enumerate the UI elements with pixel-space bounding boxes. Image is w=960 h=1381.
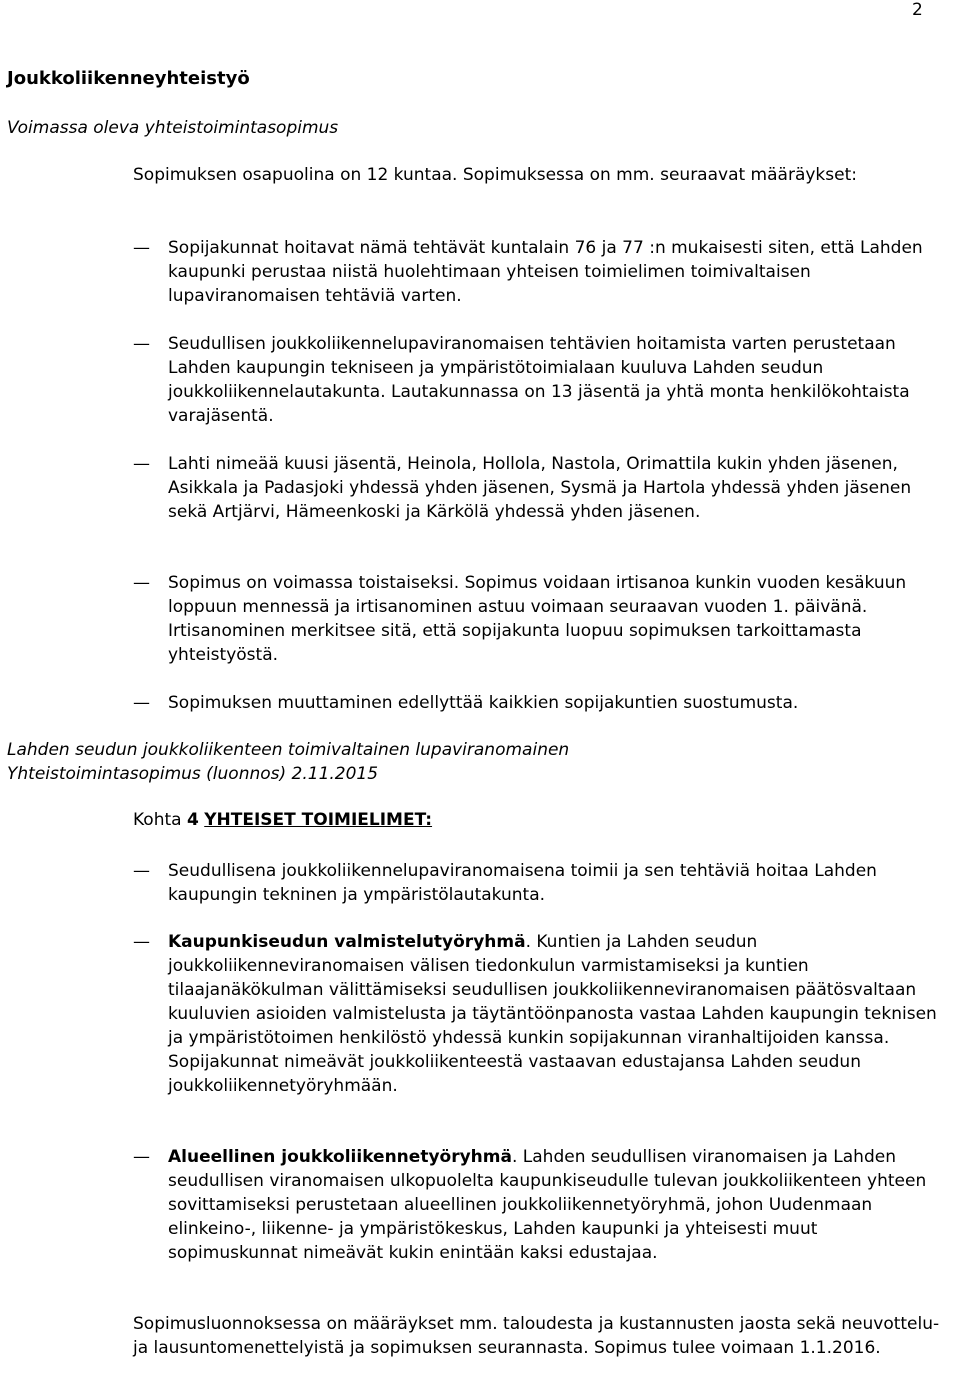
section1-subtitle: Voimassa oleva yhteistoimintasopimus <box>7 118 339 138</box>
dash-icon: — <box>133 861 150 881</box>
dash-icon: — <box>133 454 150 474</box>
list-item-text: Lahti nimeää kuusi jäsentä, Heinola, Hollola, Nastola, Orimattila kukin yhden jäsenen, Asikkala ja Padasjoki yhdessä yhden jäsenen, Sysmä ja Hartola yhdessä yhden jäsenen sekä Artjärvi, Hämeenkoski ja Kärkölä yhdessä yhden jäsenen. <box>168 454 912 522</box>
section1-intro: Sopimuksen osapuolina on 12 kuntaa. Sopimuksessa on mm. seuraavat määräykset: <box>133 165 857 185</box>
dash-icon: — <box>133 932 150 952</box>
list-item <box>133 930 945 1098</box>
list-item-text <box>168 1145 945 1265</box>
list-item <box>133 452 945 524</box>
section2-subtitle-line1: Lahden seudun joukkoliikenteen toimivaltainen lupaviranomainen <box>7 740 570 760</box>
list-item <box>133 859 945 907</box>
list-item <box>133 571 945 667</box>
list-item <box>133 332 945 428</box>
page-number: 2 <box>912 0 923 20</box>
kohta-heading <box>133 808 432 832</box>
dash-icon: — <box>133 334 150 354</box>
dash-icon: — <box>133 238 150 258</box>
document-heading: Joukkoliikenneyhteistyö <box>7 68 250 89</box>
list-item-text: Seudullisen joukkoliikennelupaviranomaisen tehtävien hoitamista varten perustetaan Lahden kaupungin tekniseen ja ympäristötoimialaan kuuluva Lahden seudun joukkoliikennelautakunta. Lautakunnassa on 13 jäsentä ja yhtä monta henkilökohtaista varajäsentä. <box>168 334 910 426</box>
list-item-text: Sopimus on voimassa toistaiseksi. Sopimus voidaan irtisanoa kunkin vuoden kesäkuun loppuun mennessä ja irtisanominen astuu voimaan seuraavan vuoden 1. päivänä. Irtisanominen merkitsee sitä, että sopijakunta luopuu sopimuksen tarkoittamasta yhteistyöstä. <box>168 573 907 665</box>
kohta-number: 4 <box>186 810 199 830</box>
list-item-text: Sopijakunnat hoitavat nämä tehtävät kuntalain 76 ja 77 :n mukaisesti siten, että Lahden kaupunki perustaa niistä huolehtimaan yhteisen toimielimen toimivaltaisen lupaviranomaisen tehtäviä varten. <box>168 238 923 306</box>
list-item-bold-lead: Kaupunkiseudun valmistelutyöryhmä <box>168 932 526 952</box>
section2-subtitle-line2: Yhteistoimintasopimus (luonnos) 2.11.2015 <box>7 764 379 784</box>
dash-icon: — <box>133 573 150 593</box>
list-item <box>133 1145 945 1265</box>
list-item-body: . Lahden seudullisen viranomaisen ja Lahden seudullisen viranomaisen ulkopuolelta kaupunkiseudulle tulevan joukkoliikenteen yhteen sovittamiseksi perustetaan alueellinen joukkoliikennetyöryhmä, johon Uudenmaan elinkeino-, liikenne- ja ympäristökeskus, Lahden kaupunki ja yhteisesti muut sopimuskunnat nimeävät kukin enintään kaksi edustajaa. <box>168 1147 927 1263</box>
dash-icon: — <box>133 693 150 713</box>
kohta-prefix: Kohta <box>133 810 187 830</box>
list-item-bold-lead: Alueellinen joukkoliikennetyöryhmä <box>168 1147 512 1167</box>
closing-paragraph: Sopimusluonnoksessa on määräykset mm. taloudesta ja kustannusten jaosta sekä neuvottelu- ja lausuntomenettelyistä ja sopimuksen seurannasta. Sopimus tulee voimaan 1.1.2016. <box>133 1314 940 1358</box>
list-item-text: Sopimuksen muuttaminen edellyttää kaikkien sopijakuntien suostumusta. <box>168 693 799 713</box>
list-item <box>133 691 945 715</box>
list-item <box>133 236 945 308</box>
kohta-title: YHTEISET TOIMIELIMET: <box>204 810 433 830</box>
list-item-text: Seudullisena joukkoliikennelupaviranomaisena toimii ja sen tehtäviä hoitaa Lahden kaupungin tekninen ja ympäristölautakunta. <box>168 861 877 905</box>
dash-icon: — <box>133 1147 150 1167</box>
list-item-text <box>168 930 945 1098</box>
list-item-body: . Kuntien ja Lahden seudun joukkoliikenneviranomaisen välisen tiedonkulun varmistamiseksi ja kuntien tilaajanäkökulman välittämiseksi seudullisen joukkoliikenneviranomaisen päätösvaltaan kuuluvien asioiden valmistelusta ja täytäntöönpanosta vastaa Lahden kaupungin teknisen ja ympäristötoimen henkilöstö yhdessä kunkin sopijakunnan viranhaltijoiden kanssa. Sopijakunnat nimeävät joukkoliikenteestä vastaavan edustajansa Lahden seudun joukkoliikennetyöryhmään. <box>168 932 937 1096</box>
